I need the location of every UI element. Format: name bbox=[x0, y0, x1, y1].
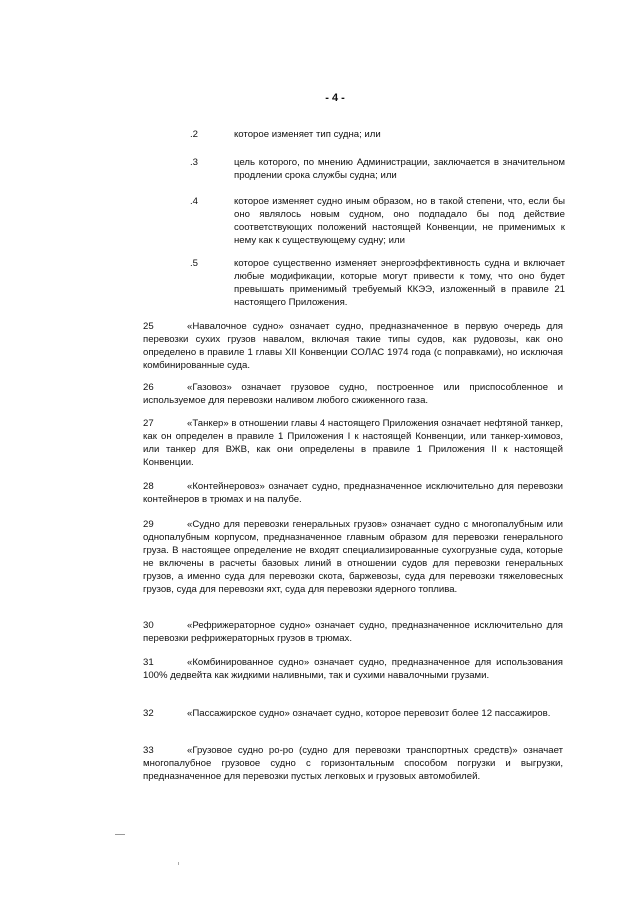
definition-text: «Грузовое судно ро-ро (судно для перевозки транспортных средств)» означает многопалубное грузовое судно с горизонтальным способом погрузки и выгрузки, предназначенное для перевозки пустых легковых и грузовых автомобилей. bbox=[143, 745, 563, 782]
definition-30 bbox=[143, 619, 563, 645]
subitem-text: цель которого, по мнению Администрации, заключается в значительном продлении срока службы судна; или bbox=[234, 157, 565, 181]
definition-number: 28 bbox=[143, 481, 154, 492]
definition-text: «Пассажирское судно» означает судно, которое перевозит более 12 пассажиров. bbox=[187, 708, 551, 719]
definition-number: 31 bbox=[143, 657, 154, 668]
definition-31 bbox=[143, 656, 563, 682]
page-number: - 4 - bbox=[325, 92, 345, 104]
definition-29 bbox=[143, 518, 563, 596]
definition-25 bbox=[143, 320, 563, 372]
definition-text: «Танкер» в отношении главы 4 настоящего Приложения означает нефтяной танкер, как он определен в правиле 1 Приложения I к настоящей Конвенции, или танкер-химовоз, или танкер для ВЖВ, как они определены в правиле 1 Приложения II к настоящей Конвенции. bbox=[143, 418, 563, 468]
definition-text: «Газовоз» означает грузовое судно, построенное или приспособленное и используемое для перевозки наливом любого сжиженного газа. bbox=[143, 382, 563, 406]
definition-33 bbox=[143, 744, 563, 783]
definition-text: «Навалочное судно» означает судно, предназначенное в первую очередь для перевозки сухих грузов навалом, включая такие типы судов, как рудовозы, как оно определено в правиле 1 главы XII Конвенции СОЛАС 1974 года (с поправками), но исключая комбинированные суда. bbox=[143, 321, 563, 371]
subitem-number: .3 bbox=[190, 157, 199, 168]
definition-number: 25 bbox=[143, 321, 154, 332]
definition-number: 32 bbox=[143, 708, 154, 719]
definition-text: «Рефрижераторное судно» означает судно, предназначенное исключительно для перевозки рефрижераторных грузов в трюмах. bbox=[143, 620, 563, 644]
subitem-text: которое изменяет тип судна; или bbox=[234, 129, 381, 140]
scan-mark bbox=[115, 834, 125, 835]
subitem-number: .4 bbox=[190, 196, 199, 207]
definition-number: 26 bbox=[143, 382, 154, 393]
definition-27 bbox=[143, 417, 563, 469]
subitem-number: .5 bbox=[190, 258, 199, 269]
definition-text: «Комбинированное судно» означает судно, предназначенное для использования 100% дедвейта как жидкими наливными, так и сухими навалочными грузами. bbox=[143, 657, 563, 681]
definition-32 bbox=[143, 707, 563, 720]
definition-number: 33 bbox=[143, 745, 154, 756]
definition-text: «Судно для перевозки генеральных грузов» означает судно с многопалубным или однопалубным корпусом, предназначенное главным образом для перевозки генерального груза. В настоящее определение не входят специализированные сухогрузные суда, которые не включены в расчеты базовых линий в отношении судов для перевозки генеральных грузов, а именно суда для перевозки скота, баржевозы, суда для перевозки тяжеловесных грузов, суда для перевозки яхт, суда для перевозки ядерного топлива. bbox=[143, 519, 563, 595]
definition-number: 29 bbox=[143, 519, 154, 530]
definition-26 bbox=[143, 381, 563, 407]
scan-dot bbox=[178, 862, 179, 865]
definition-text: «Контейнеровоз» означает судно, предназначенное исключительно для перевозки контейнеров в трюмах и на палубе. bbox=[143, 481, 563, 505]
definition-28 bbox=[143, 480, 563, 506]
subitem-text: которое существенно изменяет энергоэффективность судна и включает любые модификации, которые могут привести к тому, что оно будет превышать применимый требуемый ККЭЭ, изложенный в правиле 21 настоящего Приложения. bbox=[234, 258, 565, 308]
definition-number: 27 bbox=[143, 418, 154, 429]
subitem-text: которое изменяет судно иным образом, но в такой степени, что, если бы оно являлось новым судном, оно подпадало бы под действие соответствующих положений настоящей Конвенции, не применимых к нему как к существующему судну; или bbox=[234, 196, 565, 246]
subitem-number: .2 bbox=[190, 129, 199, 140]
definition-number: 30 bbox=[143, 620, 154, 631]
